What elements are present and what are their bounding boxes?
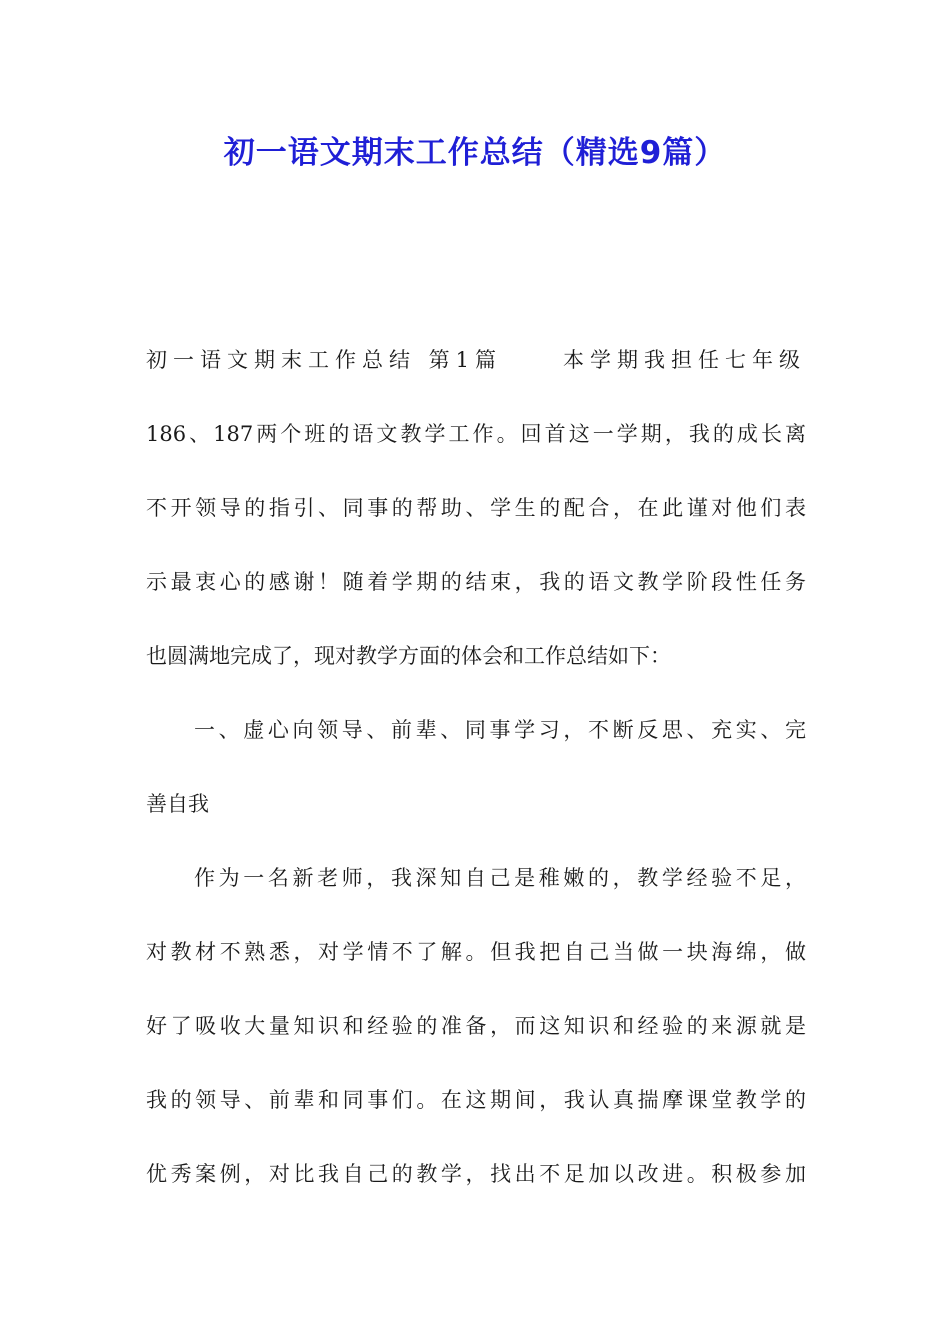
paragraph-line: 示最衷心的感谢！随着学期的结束，我的语文教学阶段性任务 xyxy=(146,570,806,594)
section-subheading-cont: 善自我 xyxy=(146,792,209,816)
paragraph-line: 我的领导、前辈和同事们。在这期间，我认真揣摩课堂教学的 xyxy=(146,1088,806,1112)
paragraph-line: 作为一名新老师，我深知自己是稚嫩的，教学经验不足， xyxy=(194,866,806,890)
paragraph-line: 优秀案例，对比我自己的教学，找出不足加以改进。积极参加 xyxy=(146,1162,806,1186)
section-heading: 初一语文期末工作总结 第1篇 xyxy=(146,348,503,372)
paragraph-line: 186、187两个班的语文教学工作。回首这一学期，我的成长离 xyxy=(146,422,806,446)
paragraph-line: 好了吸收大量知识和经验的准备，而这知识和经验的来源就是 xyxy=(146,1014,806,1038)
paragraph-line: 不开领导的指引、同事的帮助、学生的配合，在此谨对他们表 xyxy=(146,496,806,520)
section-subheading: 一、虚心向领导、前辈、同事学习，不断反思、充实、完 xyxy=(194,718,806,742)
document-body xyxy=(146,335,806,1223)
paragraph-line: 对教材不熟悉，对学情不了解。但我把自己当做一块海绵，做 xyxy=(146,940,806,964)
paragraph-line: 也圆满地完成了，现对教学方面的体会和工作总结如下： xyxy=(146,644,671,668)
paragraph-line-heading xyxy=(146,335,806,409)
document-title: 初一语文期末工作总结（精选9篇） xyxy=(223,135,727,171)
paragraph-line: 本学期我担任七年级 xyxy=(563,348,806,372)
